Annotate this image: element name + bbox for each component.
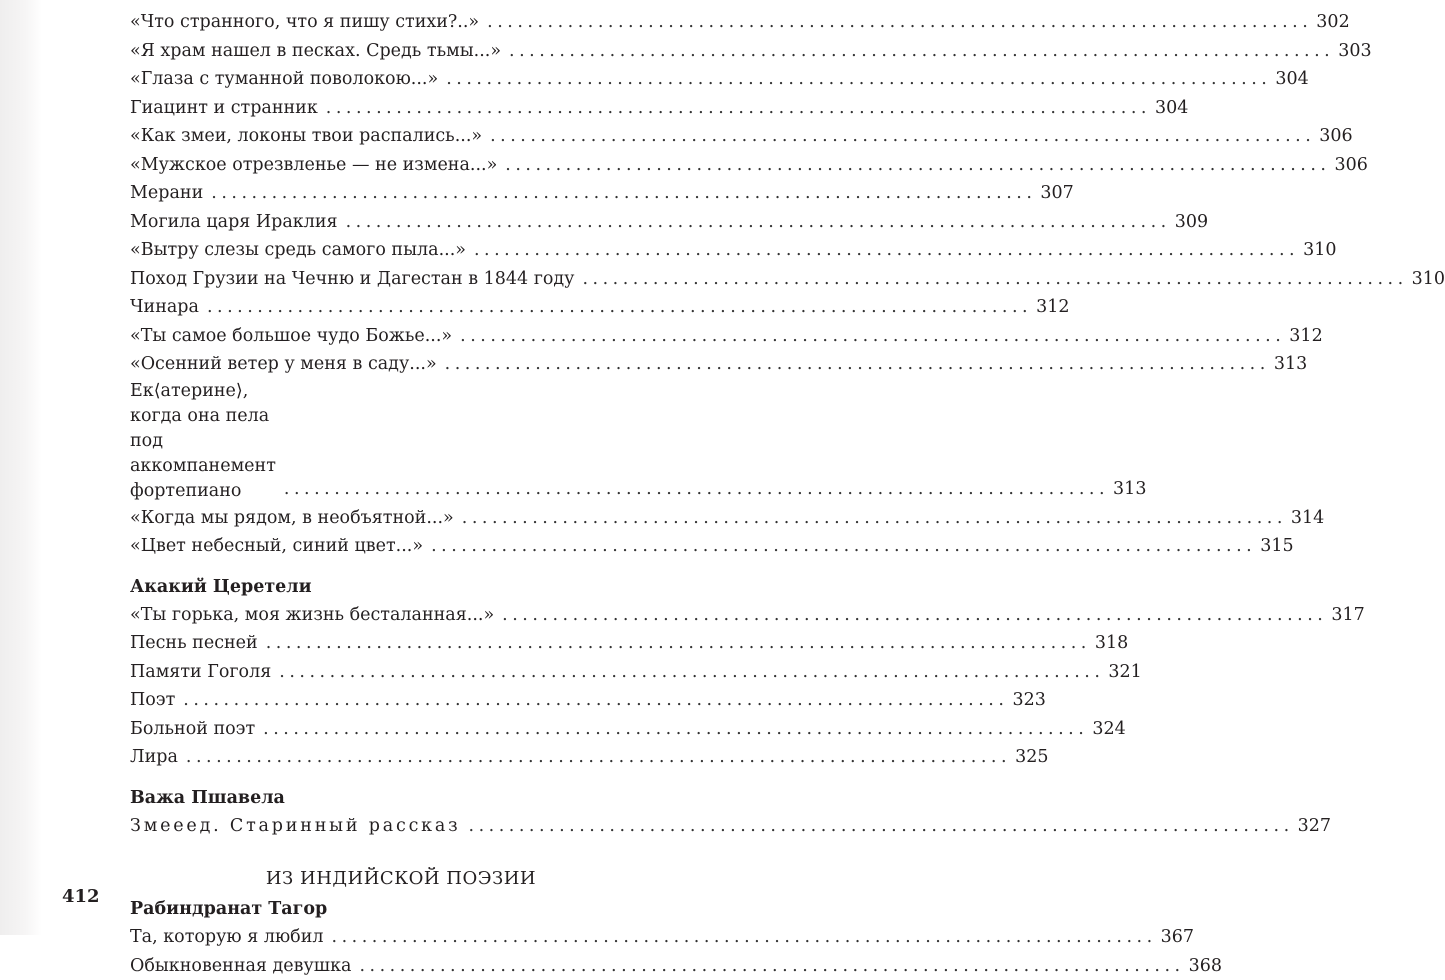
toc-entry[interactable]: [130, 179, 672, 208]
toc-entry-wrapped[interactable]: [130, 379, 672, 504]
author-heading: Рабиндранат Тагор: [130, 895, 672, 923]
dot-leader: ..................................................................................: [490, 122, 1315, 151]
dot-leader: ..................................................................................: [326, 94, 1151, 123]
toc-entry-title: Могила царя Ираклия: [130, 208, 338, 237]
toc-entry-page: 324: [1092, 715, 1125, 744]
toc-entry-page: 310: [1412, 265, 1445, 294]
toc-entry[interactable]: [130, 236, 672, 265]
dot-leader: ..................................................................................: [505, 151, 1330, 180]
toc-entry-title: Больной поэт: [130, 715, 255, 744]
dot-leader: ..................................................................................: [502, 601, 1327, 630]
toc-entry-page: 309: [1175, 208, 1208, 237]
toc-entry-page: 315: [1260, 532, 1293, 561]
toc-entry-page: 317: [1331, 601, 1364, 630]
toc-entry-title: Памяти Гоголя: [130, 658, 271, 687]
dot-leader: ..................................................................................: [487, 8, 1312, 37]
toc-entry-title: «Когда мы рядом, в необъятной...»: [130, 504, 454, 533]
toc-entry-title: Лира: [130, 743, 178, 772]
toc-entry-title: Поход Грузии на Чечню и Дагестан в 1844 году: [130, 265, 574, 294]
toc-entry-page: 314: [1291, 504, 1324, 533]
toc-entry[interactable]: [130, 812, 672, 841]
toc-entry-title-line2: фортепиано: [130, 479, 276, 504]
toc-entry[interactable]: [130, 952, 672, 980]
toc-entry-title: «Цвет небесный, синий цвет...»: [130, 532, 423, 561]
toc-entry[interactable]: [130, 151, 672, 180]
toc-entry[interactable]: [130, 629, 672, 658]
toc-entry-page: 325: [1015, 743, 1048, 772]
dot-leader: ..................................................................................: [211, 179, 1036, 208]
toc-entry-page: 307: [1040, 179, 1073, 208]
toc-entry[interactable]: [130, 322, 672, 351]
dot-leader: ..................................................................................: [446, 65, 1271, 94]
toc-entry[interactable]: [130, 658, 672, 687]
toc-entry-page: 313: [1113, 475, 1146, 504]
dot-leader: ..................................................................................: [431, 532, 1256, 561]
author-heading: Важа Пшавела: [130, 784, 672, 812]
toc-entry[interactable]: [130, 686, 672, 715]
toc-entry-title: [130, 379, 276, 504]
toc-entry[interactable]: [130, 350, 672, 379]
toc-entry-page: 302: [1316, 8, 1349, 37]
toc-entry-title: «Я храм нашел в песках. Средь тьмы...»: [130, 37, 501, 66]
toc-entry-title: Чинара: [130, 293, 199, 322]
toc-entry[interactable]: [130, 265, 672, 294]
toc-entry-page: 306: [1319, 122, 1352, 151]
toc-entry-page: 312: [1036, 293, 1069, 322]
toc-entry-title: Гиацинт и странник: [130, 94, 318, 123]
toc-entry[interactable]: [130, 37, 672, 66]
dot-leader: ..................................................................................: [359, 952, 1184, 980]
toc-entry-title: «Вытру слезы средь самого пыла...»: [130, 236, 466, 265]
toc-entry-title: Поэт: [130, 686, 175, 715]
dot-leader: ..................................................................................: [582, 265, 1407, 294]
toc-entry-page: 303: [1338, 37, 1371, 66]
toc-entry-page: 304: [1155, 94, 1188, 123]
toc-entry-page: 304: [1275, 65, 1308, 94]
toc-entry-page: 318: [1095, 629, 1128, 658]
dot-leader: ..................................................................................: [207, 293, 1032, 322]
toc-entry-title: «Ты горька, моя жизнь бесталанная...»: [130, 601, 494, 630]
dot-leader: ..................................................................................: [186, 743, 1011, 772]
toc-entry[interactable]: [130, 65, 672, 94]
table-of-contents: [130, 8, 672, 980]
toc-entry[interactable]: [130, 8, 672, 37]
section-heading: ИЗ ИНДИЙСКОЙ ПОЭЗИИ: [130, 868, 672, 889]
toc-entry[interactable]: [130, 504, 672, 533]
toc-entry-title-line1: Ек⟨атерине⟩, когда она пела под аккомпанемент: [130, 379, 276, 479]
toc-entry-title: Змееед. Старинный рассказ: [130, 812, 461, 841]
dot-leader: ..................................................................................: [284, 475, 1109, 504]
dot-leader: ..................................................................................: [445, 350, 1270, 379]
dot-leader: ..................................................................................: [346, 208, 1171, 237]
toc-entry-page: 312: [1289, 322, 1322, 351]
toc-entry[interactable]: [130, 208, 672, 237]
toc-entry[interactable]: [130, 923, 672, 952]
toc-entry[interactable]: [130, 122, 672, 151]
page-number: 412: [62, 883, 100, 911]
toc-entry[interactable]: [130, 601, 672, 630]
toc-entry-title: Мерани: [130, 179, 203, 208]
toc-entry-page: 323: [1012, 686, 1045, 715]
toc-entry[interactable]: [130, 293, 672, 322]
author-heading: Акакий Церетели: [130, 573, 672, 601]
toc-entry-title: Та, которую я любил: [130, 923, 324, 952]
toc-entry-title: «Осенний ветер у меня в саду...»: [130, 350, 437, 379]
toc-entry-title: «Что странного, что я пишу стихи?..»: [130, 8, 479, 37]
toc-entry-page: 321: [1108, 658, 1141, 687]
dot-leader: ..................................................................................: [332, 923, 1157, 952]
toc-entry[interactable]: [130, 743, 672, 772]
dot-leader: ..................................................................................: [266, 629, 1091, 658]
toc-entry[interactable]: [130, 94, 672, 123]
toc-entry-title: Обыкновенная девушка: [130, 952, 351, 980]
toc-entry[interactable]: [130, 532, 672, 561]
toc-entry-page: 327: [1298, 812, 1331, 841]
toc-entry-title: «Как змеи, локоны твои распались...»: [130, 122, 482, 151]
dot-leader: ..................................................................................: [469, 812, 1294, 841]
toc-entry-title: «Мужское отрезвленье — не измена...»: [130, 151, 497, 180]
dot-leader: ..................................................................................: [279, 658, 1104, 687]
toc-entry-page: 368: [1189, 952, 1222, 980]
toc-entry-title: Песнь песней: [130, 629, 258, 658]
dot-leader: ..................................................................................: [474, 236, 1299, 265]
dot-leader: ..................................................................................: [183, 686, 1008, 715]
toc-entry-page: 367: [1161, 923, 1194, 952]
dot-leader: ..................................................................................: [460, 322, 1285, 351]
dot-leader: ..................................................................................: [263, 715, 1088, 744]
toc-entry-title: «Ты самое большое чудо Божье...»: [130, 322, 452, 351]
toc-entry-page: 313: [1274, 350, 1307, 379]
page-gutter-shadow: [0, 0, 42, 935]
toc-entry-title: «Глаза с туманной поволокою...»: [130, 65, 438, 94]
toc-entry-page: 306: [1334, 151, 1367, 180]
dot-leader: ..................................................................................: [462, 504, 1287, 533]
toc-entry[interactable]: [130, 715, 672, 744]
toc-entry-page: 310: [1303, 236, 1336, 265]
dot-leader: ..................................................................................: [509, 37, 1334, 66]
